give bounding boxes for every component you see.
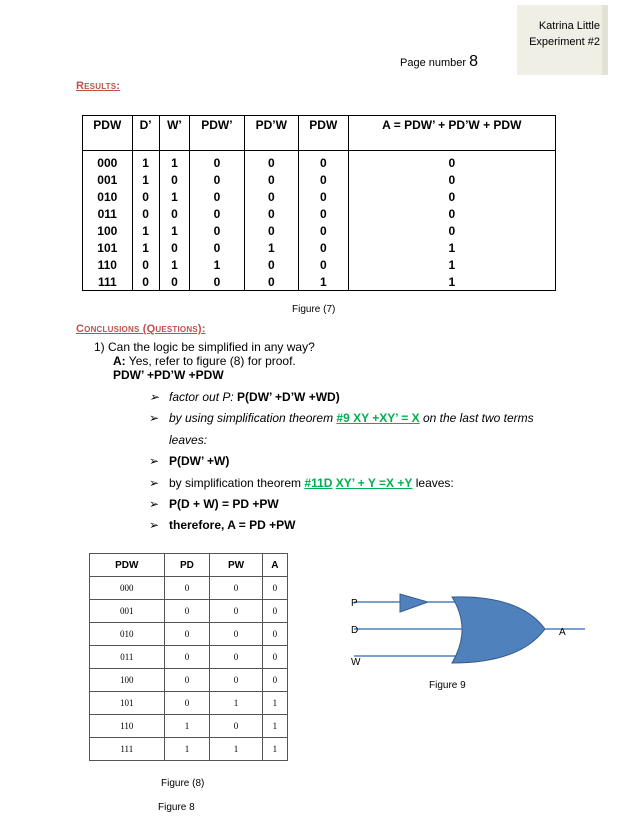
table-cell: 0 xyxy=(164,623,210,646)
table-cell: 0 xyxy=(298,188,348,205)
step4-prefix: by simplification theorem xyxy=(169,476,305,490)
table-cell: 1 xyxy=(159,222,190,239)
table-cell: 0 xyxy=(190,188,244,205)
original-expression: PDW’ +PD’W +PDW xyxy=(113,368,224,382)
table-cell: 1 xyxy=(159,151,190,172)
column-header: A xyxy=(262,554,287,577)
table-cell: 1 xyxy=(132,239,159,256)
table-cell: 011 xyxy=(83,205,133,222)
table-row xyxy=(83,151,556,172)
table-cell: 0 xyxy=(244,273,298,291)
table-cell: 0 xyxy=(190,273,244,291)
table-row xyxy=(83,273,556,291)
theorem-11d-formula: XY’ + Y =X +Y xyxy=(335,476,413,490)
table-cell: 0 xyxy=(164,600,210,623)
figure9-caption: Figure 9 xyxy=(429,680,466,691)
table-cell: 0 xyxy=(132,273,159,291)
table-cell: 1 xyxy=(210,692,262,715)
step4-suffix: leaves: xyxy=(412,476,454,490)
answer-label: A: xyxy=(113,354,126,368)
table-cell: 0 xyxy=(164,669,210,692)
column-header: A = PDW’ + PD’W + PDW xyxy=(348,116,555,151)
step-result-1 xyxy=(149,454,229,468)
table-cell: 1 xyxy=(348,239,555,256)
column-header: PW xyxy=(210,554,262,577)
table-cell: 0 xyxy=(262,646,287,669)
arrow-bullet-icon: ➢ xyxy=(149,411,160,425)
table-cell: 111 xyxy=(90,738,165,761)
table-cell: 000 xyxy=(90,577,165,600)
page-number-value: 8 xyxy=(469,53,479,70)
table-cell: 1 xyxy=(164,715,210,738)
table-cell: 000 xyxy=(83,151,133,172)
table-cell: 0 xyxy=(159,171,190,188)
table-cell: 010 xyxy=(83,188,133,205)
page-number xyxy=(400,53,478,71)
table-cell: 0 xyxy=(132,256,159,273)
column-header: PDW xyxy=(90,554,165,577)
column-header: W’ xyxy=(159,116,190,151)
table-cell: 0 xyxy=(190,222,244,239)
table-row xyxy=(83,171,556,188)
table-cell: 0 xyxy=(262,623,287,646)
table-cell: 0 xyxy=(348,151,555,172)
table-cell: 0 xyxy=(244,205,298,222)
table-cell: 0 xyxy=(190,151,244,172)
author-name: Katrina Little xyxy=(538,20,600,32)
table-cell: 001 xyxy=(83,171,133,188)
table-cell: 0 xyxy=(298,205,348,222)
table-cell: 0 xyxy=(244,256,298,273)
table-row xyxy=(83,222,556,239)
table-cell: 011 xyxy=(90,646,165,669)
step2-suffix: on the last two terms xyxy=(419,411,534,425)
step2-prefix: by using simplification theorem xyxy=(169,411,337,425)
answer-line xyxy=(113,354,296,368)
table-cell: 0 xyxy=(159,205,190,222)
table-cell: 0 xyxy=(244,188,298,205)
table-cell: 0 xyxy=(190,171,244,188)
table-cell: 1 xyxy=(262,692,287,715)
table-cell: 0 xyxy=(298,222,348,239)
experiment-label: Experiment #2 xyxy=(529,36,600,48)
table-cell: 1 xyxy=(348,256,555,273)
table-cell: 0 xyxy=(298,171,348,188)
arrow-bullet-icon: ➢ xyxy=(149,454,160,468)
table-cell: 1 xyxy=(132,222,159,239)
answer-text: Yes, refer to figure (8) for proof. xyxy=(125,354,296,368)
table-cell: 0 xyxy=(244,151,298,172)
table-cell: 0 xyxy=(210,623,262,646)
arrow-bullet-icon: ➢ xyxy=(149,497,160,511)
table-cell: 0 xyxy=(244,171,298,188)
conclusions-heading: Conclusions (Questions): xyxy=(76,323,206,335)
step-theorem-9 xyxy=(149,411,534,425)
table-cell: 0 xyxy=(210,577,262,600)
or-gate-diagram xyxy=(340,585,585,670)
step6-expression: therefore, A = PD +PW xyxy=(169,518,296,532)
table-cell: 100 xyxy=(90,669,165,692)
label-a: A xyxy=(559,627,566,638)
table-cell: 0 xyxy=(164,646,210,669)
table-cell: 1 xyxy=(164,738,210,761)
table-cell: 0 xyxy=(164,577,210,600)
table-row xyxy=(90,600,288,623)
table-cell: 0 xyxy=(262,577,287,600)
table-cell: 1 xyxy=(262,715,287,738)
step-result-2 xyxy=(149,497,279,511)
table-cell: 0 xyxy=(348,188,555,205)
column-header: PDW xyxy=(298,116,348,151)
theorem-9-reference: #9 XY +XY’ = X xyxy=(336,411,420,425)
label-p: P xyxy=(351,598,358,609)
table-row xyxy=(83,256,556,273)
label-d: D xyxy=(351,625,359,636)
table-cell: 0 xyxy=(132,188,159,205)
column-header: PDW’ xyxy=(190,116,244,151)
table-row xyxy=(83,188,556,205)
table-cell: 1 xyxy=(210,738,262,761)
table-cell: 1 xyxy=(190,256,244,273)
table-cell: 0 xyxy=(190,239,244,256)
table-cell: 0 xyxy=(210,646,262,669)
step1-expression: P(DW’ +D’W +WD) xyxy=(237,390,340,404)
step-theorem-11d xyxy=(149,476,454,490)
table-row xyxy=(83,205,556,222)
table-cell: 0 xyxy=(262,600,287,623)
column-header: D’ xyxy=(132,116,159,151)
step1-prefix: factor out P: xyxy=(169,390,238,404)
table-cell: 111 xyxy=(83,273,133,291)
table-row xyxy=(90,646,288,669)
table-cell: 0 xyxy=(298,256,348,273)
table-cell: 1 xyxy=(244,239,298,256)
theorem-11d-reference: #11D xyxy=(304,476,333,490)
table-cell: 0 xyxy=(298,151,348,172)
table-header-row xyxy=(90,554,288,577)
table-cell: 101 xyxy=(83,239,133,256)
step-conclusion xyxy=(149,518,295,532)
table-cell: 0 xyxy=(164,692,210,715)
results-heading: Results: xyxy=(76,80,121,92)
page-number-label: Page number xyxy=(400,57,467,69)
table-cell: 0 xyxy=(244,222,298,239)
table-row xyxy=(90,738,288,761)
table-cell: 1 xyxy=(298,273,348,291)
table-cell: 0 xyxy=(298,239,348,256)
figure8-caption: Figure (8) xyxy=(161,778,205,789)
table-row xyxy=(90,577,288,600)
table-row xyxy=(83,239,556,256)
table-cell: 0 xyxy=(262,669,287,692)
label-w: W xyxy=(351,657,361,668)
table-cell: 110 xyxy=(90,715,165,738)
table-cell: 0 xyxy=(132,205,159,222)
table-cell: 0 xyxy=(210,715,262,738)
figure7-caption: Figure (7) xyxy=(292,304,336,315)
arrow-bullet-icon: ➢ xyxy=(149,518,160,532)
table-row xyxy=(90,692,288,715)
table-cell: 0 xyxy=(190,205,244,222)
buffer-gate-icon xyxy=(400,594,428,612)
table-cell: 101 xyxy=(90,692,165,715)
arrow-bullet-icon: ➢ xyxy=(149,390,160,404)
step5-expression: P(D + W) = PD +PW xyxy=(169,497,279,511)
table-cell: 0 xyxy=(159,273,190,291)
table-row xyxy=(90,669,288,692)
table-cell: 0 xyxy=(348,222,555,239)
figure8-footer: Figure 8 xyxy=(158,802,195,813)
step2-continuation: leaves: xyxy=(169,433,208,447)
table-cell: 1 xyxy=(348,273,555,291)
column-header: PD xyxy=(164,554,210,577)
table-cell: 100 xyxy=(83,222,133,239)
table-cell: 0 xyxy=(210,669,262,692)
table-cell: 1 xyxy=(262,738,287,761)
simplified-truth-table xyxy=(89,553,288,761)
question-1: 1) Can the logic be simplified in any way? xyxy=(94,340,315,354)
results-truth-table xyxy=(82,115,556,291)
step-factor-out xyxy=(149,390,340,404)
step3-expression: P(DW’ +W) xyxy=(169,454,230,468)
table-cell: 001 xyxy=(90,600,165,623)
table-cell: 1 xyxy=(132,151,159,172)
table-cell: 0 xyxy=(159,239,190,256)
table-row xyxy=(90,715,288,738)
table-cell: 0 xyxy=(348,205,555,222)
table-cell: 1 xyxy=(132,171,159,188)
table-header-row xyxy=(83,116,556,151)
arrow-bullet-icon: ➢ xyxy=(149,476,160,490)
table-cell: 0 xyxy=(210,600,262,623)
column-header: PD’W xyxy=(244,116,298,151)
table-cell: 1 xyxy=(159,256,190,273)
table-cell: 010 xyxy=(90,623,165,646)
table-cell: 0 xyxy=(348,171,555,188)
table-cell: 1 xyxy=(159,188,190,205)
column-header: PDW xyxy=(83,116,133,151)
table-cell: 110 xyxy=(83,256,133,273)
or-gate-icon xyxy=(452,597,545,663)
table-row xyxy=(90,623,288,646)
